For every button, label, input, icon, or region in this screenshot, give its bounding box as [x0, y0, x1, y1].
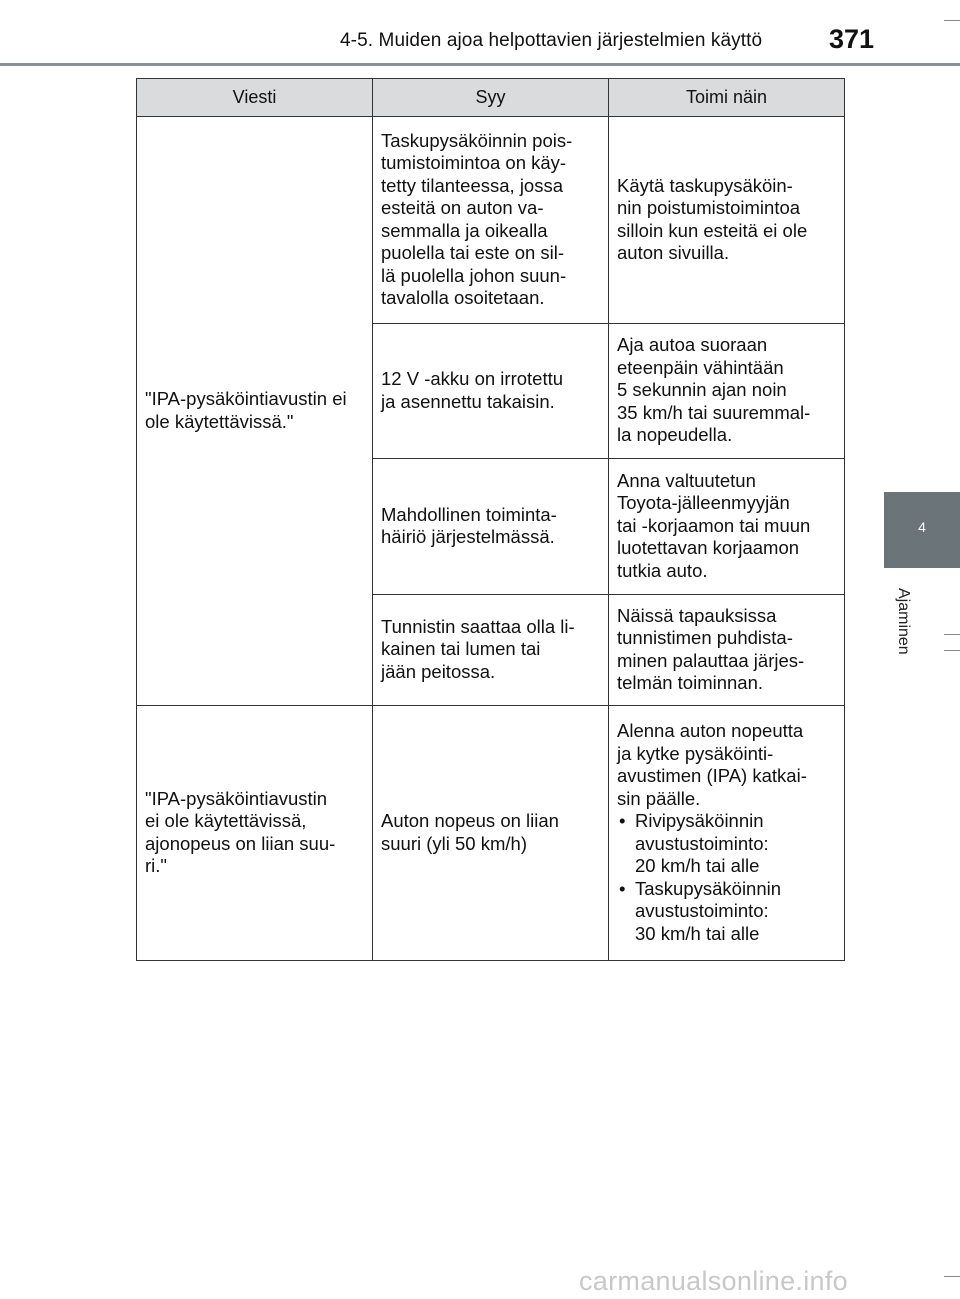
text-line: telmän toiminnan. [617, 672, 764, 693]
text-line: semmalla ja oikealla [381, 219, 548, 241]
edge-mark [944, 634, 960, 635]
text-line: 5 sekunnin ajan noin [617, 379, 787, 401]
text-line: Näissä tapauksissa [617, 604, 777, 626]
message-cell [137, 706, 373, 961]
table-row [137, 117, 845, 324]
text-line: auton sivuilla. [617, 242, 730, 263]
text-line: la nopeudella. [617, 424, 733, 446]
text-line: häiriö järjestelmässä. [381, 526, 555, 547]
text-line: avustimen (IPA) katkai- [617, 765, 807, 786]
text-line: luotettavan korjaamon [617, 537, 800, 559]
text-line: ei ole käytettävissä, [145, 810, 307, 831]
text-line: minen palauttaa järjes- [617, 649, 805, 671]
watermark: carmanualsonline.info [579, 1266, 848, 1296]
action-cell [609, 706, 845, 961]
edge-mark [944, 650, 960, 651]
text-line: 35 km/h tai suuremmal- [617, 401, 811, 423]
text-line: esteitä on auton va- [381, 197, 544, 218]
text-line: tunnistimen puhdista- [617, 627, 793, 648]
text-line: ja asennettu takaisin. [381, 390, 555, 412]
column-header-message: Viesti [137, 79, 373, 117]
text-line: suuri (yli 50 km/h) [381, 832, 527, 854]
message-text: "IPA-pysäköintiavustin ei ole käytettävissä." [145, 388, 347, 432]
text-line: jään peitossa. [381, 660, 496, 682]
text-line: sin päälle. [617, 787, 701, 809]
text-line: • Rivipysäköinnin [635, 810, 764, 831]
text-line: 30 km/h tai alle [635, 922, 760, 944]
table-header-row [137, 79, 845, 117]
text-line: Alenna auton nopeutta [617, 720, 804, 741]
text-line: Toyota-jälleenmyyjän [617, 492, 790, 514]
text-line: Käytä taskupysäköin- [617, 174, 793, 196]
speed-limit-list [617, 810, 836, 945]
text-line: eteenpäin vähintään [617, 356, 784, 378]
text-line: tumistoimintoa on käy- [381, 152, 567, 173]
text-line: kainen tai lumen tai [381, 638, 541, 660]
text-line: ri." [145, 855, 167, 876]
action-cell [609, 595, 845, 706]
message-cell [137, 117, 373, 706]
text-line: Anna valtuutetun [617, 469, 756, 491]
text-line: tavalolla osoitetaan. [381, 287, 545, 308]
column-header-cause: Syy [373, 79, 609, 117]
list-item [617, 878, 836, 946]
column-header-action: Toimi näin [609, 79, 845, 117]
action-cell [609, 459, 845, 595]
cause-cell [373, 459, 609, 595]
text-line: nin poistumistoimintoa [617, 197, 801, 218]
text-line: Auton nopeus on liian [381, 810, 559, 831]
text-line: 20 km/h tai alle [635, 855, 760, 876]
cause-cell [373, 595, 609, 706]
edge-mark [944, 1276, 960, 1277]
text-line: "IPA-pysäköintiavustin [145, 787, 328, 809]
table-row [137, 706, 845, 961]
text-line: • Taskupysäköinnin [635, 877, 782, 899]
text-line: tutkia auto. [617, 559, 708, 581]
text-line: avustustoiminto: [635, 832, 769, 854]
action-cell [609, 117, 845, 324]
page-number: 371 [829, 24, 875, 54]
text-line: 12 V -akku on irrotettu [381, 368, 564, 389]
chapter-title: 4-5. Muiden ajoa helpottavien järjestelmien käyttö [340, 30, 763, 51]
text-line: ajonopeus on liian suu- [145, 832, 336, 854]
text-line: Aja autoa suoraan [617, 334, 768, 356]
text-line: Taskupysäköinnin pois- [381, 129, 573, 151]
cause-cell [373, 706, 609, 961]
message-table [136, 78, 845, 961]
section-label: Ajaminen [895, 588, 912, 655]
text-line: Mahdollinen toiminta- [381, 503, 557, 525]
section-tab [884, 492, 960, 568]
text-line: Tunnistin saattaa olla li- [381, 615, 575, 637]
list-item [617, 810, 836, 878]
cause-cell [373, 117, 609, 324]
edge-mark [944, 20, 960, 21]
header-divider [0, 63, 960, 66]
text-line: tetty tilanteessa, jossa [381, 174, 564, 196]
text-line: ja kytke pysäköinti- [617, 742, 774, 764]
text-line: avustustoiminto: [635, 900, 769, 921]
cause-cell [373, 324, 609, 459]
text-line: silloin kun esteitä ei ole [617, 219, 808, 241]
text-line: tai -korjaamon tai muun [617, 514, 811, 536]
section-number: 4 [918, 519, 926, 535]
text-line: lä puolella johon suun- [381, 264, 567, 286]
action-cell [609, 324, 845, 459]
text-line: puolella tai este on sil- [381, 242, 565, 263]
